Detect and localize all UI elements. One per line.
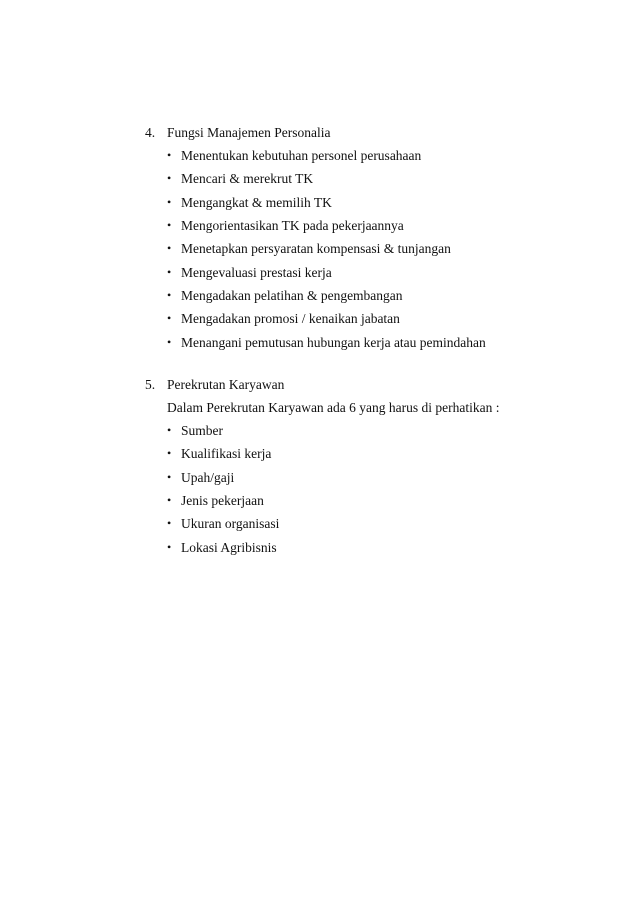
list-item-text: Ukuran organisasi: [181, 516, 280, 532]
list-item: [167, 466, 605, 489]
section-intro: Dalam Perekrutan Karyawan ada 6 yang harus di perhatikan :: [167, 400, 500, 415]
list-item: [167, 144, 605, 167]
list-item-text: Mengadakan pelatihan & pengembangan: [181, 287, 403, 303]
list-item-text: Mencari & merekrut TK: [181, 171, 314, 187]
bullet-icon: •: [167, 311, 172, 326]
section-number: 5.: [145, 377, 156, 392]
list-item-text: Menetapkan persyaratan kompensasi & tunjangan: [181, 241, 451, 257]
section-title: Fungsi Manajemen Personalia: [167, 125, 331, 140]
list-item: [167, 284, 605, 307]
section-fungsi-manajemen-personalia: [145, 121, 605, 354]
bullet-icon: •: [167, 493, 172, 508]
list-item-text: Mengevaluasi prestasi kerja: [181, 264, 332, 280]
list-item-text: Menentukan kebutuhan personel perusahaan: [181, 148, 422, 164]
list-item: [167, 260, 605, 283]
list-item: [167, 512, 605, 535]
bullet-icon: •: [167, 469, 172, 484]
list-item: [167, 442, 605, 465]
list-item: [167, 237, 605, 260]
list-item-text: Lokasi Agribisnis: [181, 539, 277, 555]
list-item: [167, 489, 605, 512]
bullet-icon: •: [167, 148, 172, 163]
list-item-text: Kualifikasi kerja: [181, 446, 272, 462]
list-item: [167, 167, 605, 190]
section-heading: [145, 373, 605, 396]
bullet-icon: •: [167, 334, 172, 349]
bullet-icon: •: [167, 264, 172, 279]
bullet-icon: •: [167, 287, 172, 302]
list-item: [167, 307, 605, 330]
bullet-icon: •: [167, 516, 172, 531]
bullet-icon: •: [167, 171, 172, 186]
list-item-text: Mengangkat & memilih TK: [181, 194, 332, 210]
bullet-icon: •: [167, 446, 172, 461]
list-item-text: Upah/gaji: [181, 469, 235, 485]
bullet-list: [167, 144, 605, 354]
list-item-text: Menangani pemutusan hubungan kerja atau pemindahan: [181, 334, 486, 350]
section-heading: [145, 121, 605, 144]
list-item: [167, 419, 605, 442]
bullet-icon: •: [167, 423, 172, 438]
bullet-icon: •: [167, 539, 172, 554]
list-item-text: Jenis pekerjaan: [181, 493, 264, 509]
section-perekrutan-karyawan: [145, 373, 605, 559]
bullet-icon: •: [167, 241, 172, 256]
list-item: [167, 191, 605, 214]
list-item: [167, 535, 605, 558]
list-item: [167, 330, 605, 353]
bullet-icon: •: [167, 218, 172, 233]
bullet-list: [167, 419, 605, 559]
list-item-text: Mengorientasikan TK pada pekerjaannya: [181, 218, 404, 234]
bullet-icon: •: [167, 194, 172, 209]
list-item-text: Sumber: [181, 423, 223, 439]
list-item: [167, 214, 605, 237]
section-number: 4.: [145, 125, 156, 140]
section-title: Perekrutan Karyawan: [167, 377, 285, 392]
list-item-text: Mengadakan promosi / kenaikan jabatan: [181, 311, 400, 327]
